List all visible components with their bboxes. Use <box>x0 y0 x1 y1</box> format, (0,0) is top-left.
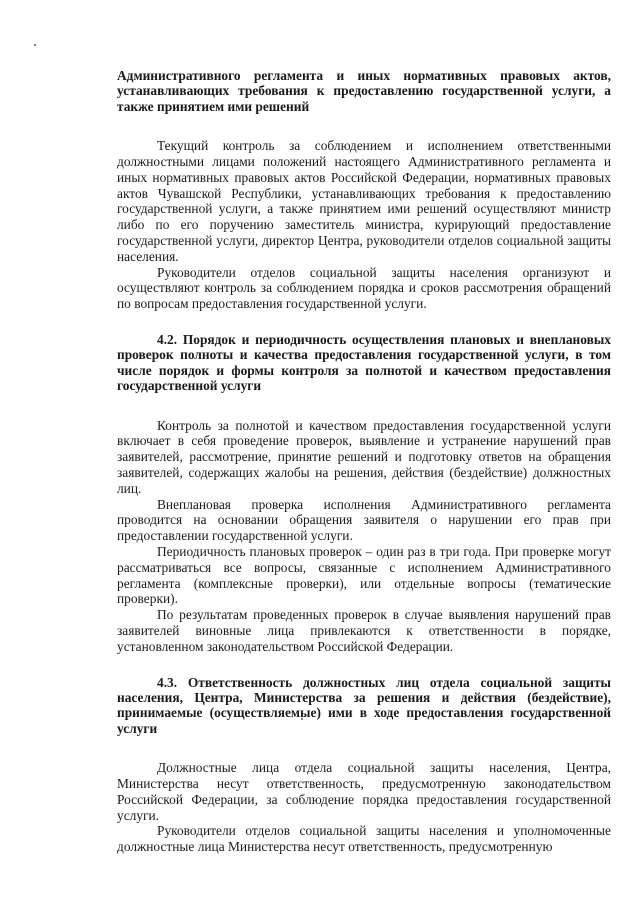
paragraph: Руководители отделов социальной защиты населения и уполномоченные должностные лица Министерства несут ответственность, предусмотренную <box>117 823 611 855</box>
section-intro-heading: Административного регламента и иных нормативных правовых актов, устанавливающих требования к предоставлению государственной услуги, а также принятием ими решений <box>117 68 611 114</box>
paragraph: Контроль за полнотой и качеством предоставления государственной услуги включает в себя проведение проверок, выявление и устранение нарушений прав заявителей, рассмотрение, принятие решений и подготовку ответов на обращения заявителей, содержащих жалобы на решения, действия (бездействие) должностных лиц. <box>117 417 611 496</box>
section-4-3-heading: 4.3. Ответственность должностных лиц отдела социальной защиты населения, Центра, Министерства за решения и действия (бездействие), принимаемые (осуществляемые) ими в ходе предоставления государственной услуги <box>117 674 611 736</box>
document-body <box>117 68 611 855</box>
paragraph: Руководители отделов социальной защиты населения организуют и осуществляют контроль за соблюдением порядка и сроков рассмотрения обращений по вопросам предоставления государственной услуги. <box>117 264 611 312</box>
paragraph: По результатам проведенных проверок в случае выявления нарушений прав заявителей виновные лица привлекаются к ответственности в порядке, установленном законодательством Российской Федерации. <box>117 607 611 654</box>
section-4-2-heading: 4.2. Порядок и периодичность осуществления плановых и внеплановых проверок полноты и качества предоставления государственной услуги, в том числе порядок и формы контроля за полнотой и качеством предоставления государственной услуги <box>117 331 611 394</box>
paragraph: Периодичность плановых проверок – один раз в три года. При проверке могут рассматриваться все вопросы, связанные с исполнением Административного регламента (комплексные проверки), или отдельные вопросы (тематические проверки). <box>117 543 611 607</box>
paragraph: Внеплановая проверка исполнения Административного регламента проводится на основании обращения заявителя о нарушении его прав при предоставлении государственной услуги. <box>117 496 611 544</box>
scan-speck <box>34 44 36 46</box>
paragraph: Текущий контроль за соблюдением и исполнением ответственными должностными лицами положений настоящего Административного регламента и иных нормативных правовых актов Российской Федерации, нормативных правовых актов Чувашской Республики, устанавливающих требования к предоставлению государственной услуги, а также принятием ими решений осуществляют министр либо по его поручению заместитель министра, курирующий предоставление государственной услуги, директор Центра, руководители отделов социальной защиты населения. <box>117 138 611 264</box>
paragraph: Должностные лица отдела социальной защиты населения, Центра, Министерства несут ответственность, предусмотренную законодательством Российской Федерации, за соблюдение порядка предоставления государственной услуги. <box>117 760 611 823</box>
